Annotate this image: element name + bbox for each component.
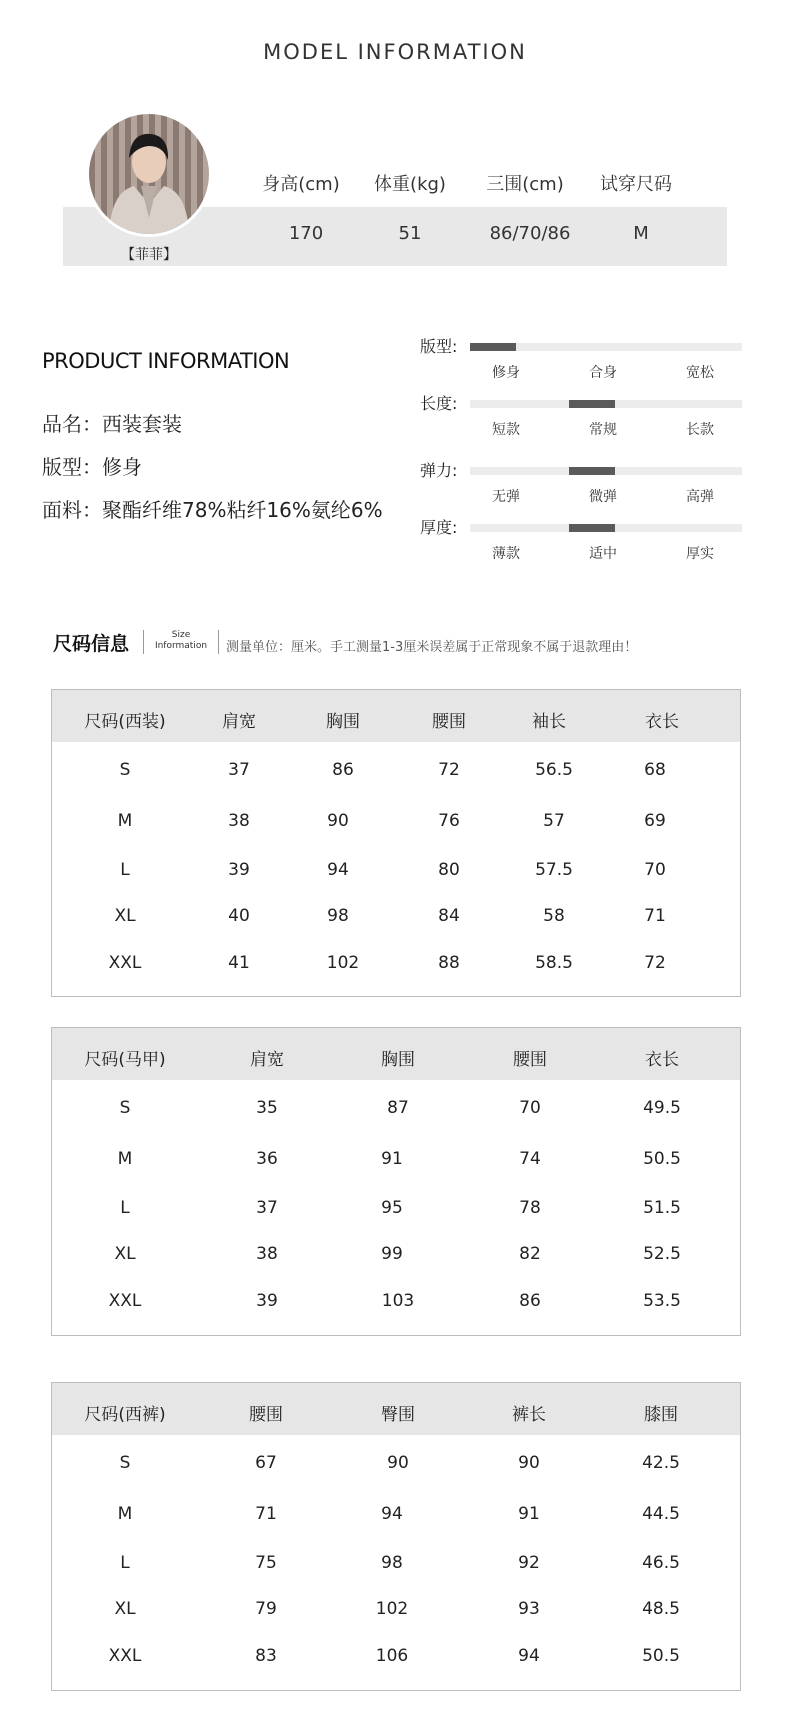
size-table-trousers [51,1382,741,1691]
table-cell: XL [114,1599,136,1619]
table-cell: 92 [518,1553,540,1573]
table-cell: 84 [438,906,460,926]
table-cell: 57.5 [535,860,573,880]
table-cell: S [119,760,131,780]
table-header-cell: 裤长 [512,1405,546,1425]
size-info-title: 尺码信息 [53,633,130,655]
table-cell: 80 [438,860,460,880]
table-cell: 71 [255,1504,277,1524]
indicator-elasticity-bar [470,467,742,475]
table-header-cell: 胸围 [326,712,360,732]
table-cell: 74 [519,1149,541,1169]
table-cell: 52.5 [643,1244,681,1264]
table-cell: XL [114,1244,136,1264]
table-cell: 91 [381,1149,403,1169]
model-value-weight: 51 [398,223,422,244]
table-cell: 75 [255,1553,277,1573]
indicator-fit-option: 修身 [492,365,520,381]
table-cell: S [119,1098,131,1118]
table-cell: 39 [256,1291,278,1311]
model-header-measurements: 三围(cm) [486,174,564,195]
table-cell: 102 [326,953,360,973]
table-cell: 38 [228,811,250,831]
table-cell: 41 [228,953,250,973]
table-cell: 106 [375,1646,409,1666]
table-cell: XXL [108,1646,142,1666]
table-cell: 50.5 [642,1646,680,1666]
table-cell: 58 [543,906,565,926]
table-cell: 72 [438,760,460,780]
size-measurement-note: 测量单位：厘米。手工测量1-3厘米误差属于正常现象不属于退款理由！ [226,640,638,655]
table-cell: 70 [519,1098,541,1118]
table-cell: M [117,1504,133,1524]
table-cell: 49.5 [643,1098,681,1118]
table-header-cell: 尺码(西裤) [84,1405,166,1425]
table-cell: 72 [644,953,666,973]
table-cell: 98 [381,1553,403,1573]
table-cell: 38 [256,1244,278,1264]
table-header-cell: 胸围 [381,1050,415,1070]
table-cell: 78 [519,1198,541,1218]
table-header-cell: 膝围 [644,1405,678,1425]
table-cell: 90 [518,1453,540,1473]
model-name-label: 【菲菲】 [121,247,177,263]
table-cell: XXL [108,1291,142,1311]
table-header-cell: 衣长 [645,1050,679,1070]
table-cell: 40 [228,906,250,926]
table-cell: 71 [644,906,666,926]
indicator-thickness-marker [569,524,615,532]
table-cell: L [120,860,130,880]
table-cell: 79 [255,1599,277,1619]
table-cell: 42.5 [642,1453,680,1473]
table-cell: 67 [255,1453,277,1473]
indicator-fit-option: 宽松 [686,365,714,381]
table-cell: 53.5 [643,1291,681,1311]
model-header-trial-size: 试穿尺码 [600,174,672,195]
table-cell: 95 [381,1198,403,1218]
table-cell: 35 [256,1098,278,1118]
indicator-length-option: 常规 [589,422,617,438]
table-cell: 76 [438,811,460,831]
size-info-english-line: Size [171,630,191,640]
indicator-thickness-bar [470,524,742,532]
size-info-english-line: Information [154,641,208,651]
indicator-fit-marker [470,343,516,351]
indicator-elasticity-label: 弹力: [420,461,458,480]
table-cell: 37 [256,1198,278,1218]
indicator-elasticity-option: 高弹 [686,489,714,505]
table-cell: 83 [255,1646,277,1666]
indicator-length-option: 长款 [686,422,714,438]
size-table-suit [51,689,741,997]
indicator-fit-option: 合身 [589,365,617,381]
table-cell: 36 [256,1149,278,1169]
table-cell: 102 [375,1599,409,1619]
indicator-thickness-option: 适中 [589,546,617,562]
indicator-elasticity-option: 无弹 [492,489,520,505]
model-value-trial-size: M [633,223,649,244]
table-cell: 94 [327,860,349,880]
table-cell: 58.5 [535,953,573,973]
table-cell: XL [114,906,136,926]
indicator-thickness-option: 厚实 [686,546,714,562]
table-cell: L [120,1198,130,1218]
table-cell: 94 [381,1504,403,1524]
table-header-cell: 肩宽 [250,1050,284,1070]
table-header-cell: 尺码(马甲) [84,1050,166,1070]
table-cell: M [117,811,133,831]
indicator-thickness-label: 厚度: [420,518,458,537]
table-cell: 90 [387,1453,409,1473]
table-cell: 103 [381,1291,415,1311]
table-header-cell: 袖长 [532,712,566,732]
table-header-cell: 肩宽 [222,712,256,732]
table-header-cell: 尺码(西装) [84,712,166,732]
indicator-fit-label: 版型: [420,337,458,356]
model-portrait-icon [89,114,209,234]
table-cell: 70 [644,860,666,880]
indicator-length-bar [470,400,742,408]
table-cell: 51.5 [643,1198,681,1218]
table-cell: 94 [518,1646,540,1666]
table-cell: 88 [438,953,460,973]
table-cell: 86 [332,760,354,780]
indicator-fit-bar [470,343,742,351]
size-note-divider [218,630,219,654]
product-name-line: 品名：西装套装 [42,412,182,436]
model-header-weight: 体重(kg) [374,174,446,195]
table-header-cell: 衣长 [645,712,679,732]
table-cell: XXL [108,953,142,973]
table-cell: 46.5 [642,1553,680,1573]
table-cell: 44.5 [642,1504,680,1524]
model-avatar [86,111,212,237]
table-cell: 37 [228,760,250,780]
table-cell: 48.5 [642,1599,680,1619]
model-value-height: 170 [288,223,324,244]
size-info-english-title [150,630,212,652]
table-cell: 56.5 [535,760,573,780]
product-fabric-line: 面料：聚酯纤维78%粘纤16%氨纶6% [42,498,383,522]
indicator-elasticity-marker [569,467,615,475]
table-cell: 39 [228,860,250,880]
table-cell: 93 [518,1599,540,1619]
table-cell: 99 [381,1244,403,1264]
table-header-cell: 腰围 [432,712,466,732]
product-section-title: PRODUCT INFORMATION [42,349,290,373]
table-cell: S [119,1453,131,1473]
table-cell: 50.5 [643,1149,681,1169]
model-section-title: MODEL INFORMATION [263,40,527,64]
table-cell: 98 [327,906,349,926]
indicator-thickness-option: 薄款 [492,546,520,562]
table-header-cell: 腰围 [249,1405,283,1425]
table-cell: L [120,1553,130,1573]
size-table-vest [51,1027,741,1336]
table-cell: M [117,1149,133,1169]
model-value-measurements: 86/70/86 [489,223,571,244]
indicator-elasticity-option: 微弹 [589,489,617,505]
product-fit-line: 版型：修身 [42,455,142,479]
table-header-cell: 腰围 [513,1050,547,1070]
table-cell: 57 [543,811,565,831]
model-header-height: 身高(cm) [262,174,340,195]
indicator-length-marker [569,400,615,408]
table-cell: 90 [327,811,349,831]
table-cell: 91 [518,1504,540,1524]
table-cell: 82 [519,1244,541,1264]
table-cell: 69 [644,811,666,831]
indicator-length-label: 长度: [420,394,458,413]
indicator-length-option: 短款 [492,422,520,438]
size-title-divider [143,630,144,654]
table-header-cell: 臀围 [381,1405,415,1425]
table-cell: 68 [644,760,666,780]
table-cell: 87 [387,1098,409,1118]
table-cell: 86 [519,1291,541,1311]
